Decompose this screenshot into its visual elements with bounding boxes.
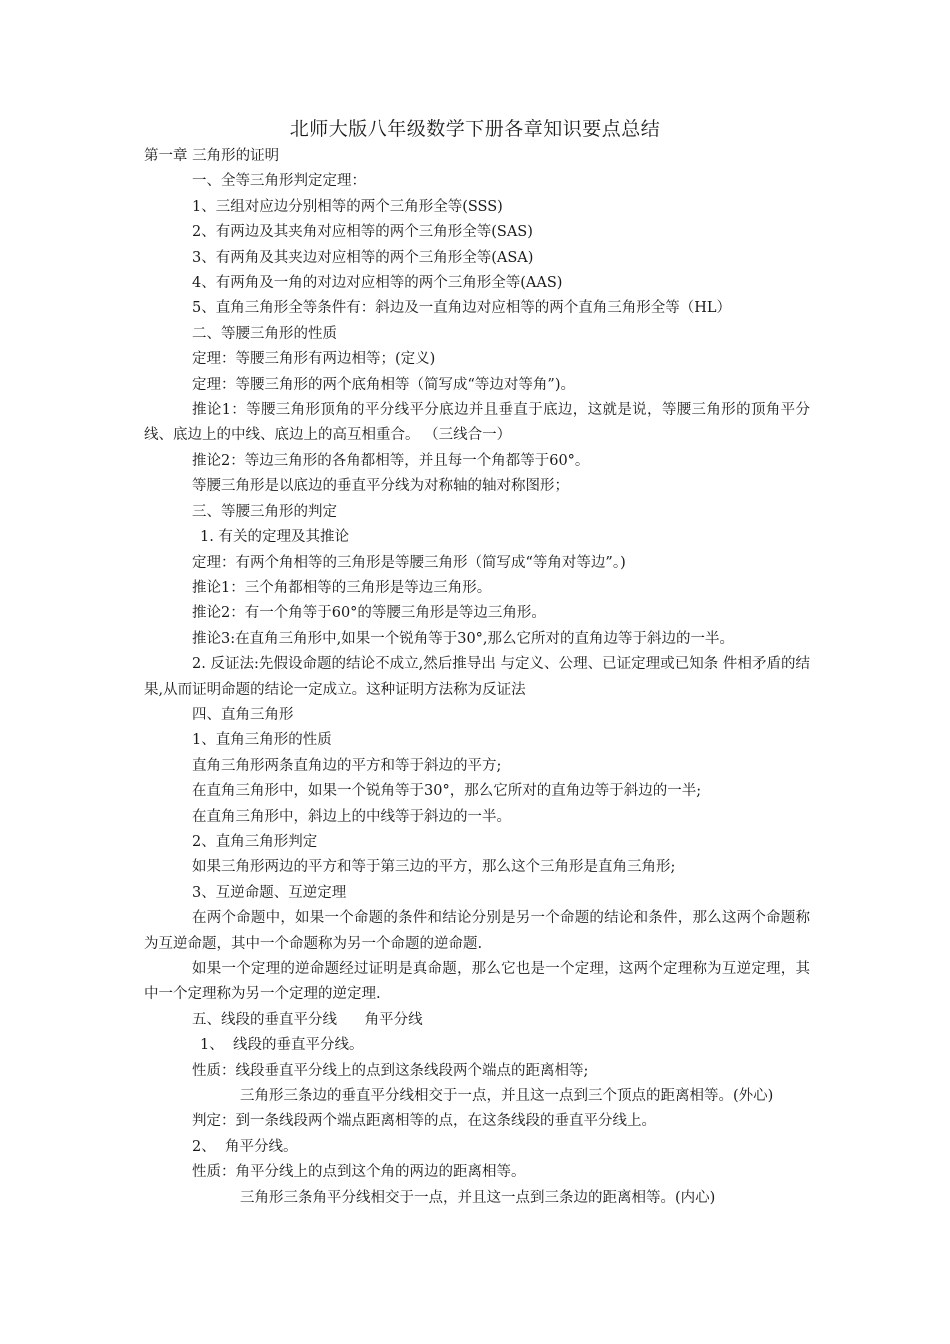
paragraph: 判定：到一条线段两个端点距离相等的点，在这条线段的垂直平分线上。 bbox=[192, 1113, 656, 1130]
paragraph: 3、有两角及其夹边对应相等的两个三角形全等(ASA) bbox=[192, 249, 534, 266]
paragraph: 5、直角三角形全等条件有：斜边及一直角边对应相等的两个直角三角形全等（HL） bbox=[192, 300, 731, 317]
paragraph: 2. 反证法:先假设命题的结论不成立,然后推导出 与定义、公理、已证定理或已知条 件相矛盾的结果,从而证明命题的结论一定成立。这种证明方法称为反证法 bbox=[144, 656, 810, 698]
paragraph: 2、有两边及其夹角对应相等的两个三角形全等(SAS) bbox=[192, 224, 533, 241]
subsection-heading: 2、直角三角形判定 bbox=[192, 833, 318, 850]
paragraph: 如果三角形两边的平方和等于第三边的平方，那么这个三角形是直角三角形; bbox=[192, 859, 676, 876]
document-body bbox=[144, 144, 810, 1211]
paragraph: 三角形三条角平分线相交于一点，并且这一点到三条边的距离相等。(内心) bbox=[240, 1189, 716, 1206]
document-title: 北师大版八年级数学下册各章知识要点总结 bbox=[289, 118, 661, 140]
paragraph: 推论2：等边三角形的各角都相等，并且每一个角都等于60°。 bbox=[192, 452, 590, 469]
paragraph: 推论2：有一个角等于60°的等腰三角形是等边三角形。 bbox=[192, 605, 546, 622]
subsection-heading: 1、 线段的垂直平分线。 bbox=[200, 1037, 364, 1054]
paragraph: 推论1：三个角都相等的三角形是等边三角形。 bbox=[192, 579, 492, 596]
subsection-heading: 3、互逆命题、互逆定理 bbox=[192, 884, 347, 901]
paragraph: 直角三角形两条直角边的平方和等于斜边的平方; bbox=[192, 757, 502, 774]
paragraph: 性质：角平分线上的点到这个角的两边的距离相等。 bbox=[192, 1164, 526, 1181]
paragraph: 推论3:在直角三角形中,如果一个锐角等于30°,那么它所对的直角边等于斜边的一半。 bbox=[192, 630, 735, 647]
subsection-heading: 2、 角平分线。 bbox=[192, 1138, 298, 1155]
paragraph: 等腰三角形是以底边的垂直平分线为对称轴的轴对称图形； bbox=[192, 478, 569, 495]
paragraph: 4、有两角及一角的对边对应相等的两个三角形全等(AAS) bbox=[192, 275, 563, 292]
paragraph: 定理：有两个角相等的三角形是等腰三角形（简写成“等角对等边”。) bbox=[192, 554, 626, 571]
paragraph: 在直角三角形中，斜边上的中线等于斜边的一半。 bbox=[192, 808, 511, 825]
paragraph: 在直角三角形中，如果一个锐角等于30°，那么它所对的直角边等于斜边的一半; bbox=[192, 783, 702, 800]
subsection-heading: 1. 有关的定理及其推论 bbox=[200, 529, 349, 546]
paragraph: 性质：线段垂直平分线上的点到这条线段两个端点的距离相等; bbox=[192, 1062, 589, 1079]
section-heading: 四、直角三角形 bbox=[192, 706, 294, 723]
section-heading: 一、全等三角形判定定理： bbox=[192, 173, 366, 190]
subsection-heading: 1、直角三角形的性质 bbox=[192, 732, 332, 749]
paragraph: 定理：等腰三角形有两边相等；(定义) bbox=[192, 351, 436, 368]
section-heading: 五、线段的垂直平分线 角平分线 bbox=[192, 1011, 423, 1028]
paragraph: 定理：等腰三角形的两个底角相等（简写成“等边对等角”)。 bbox=[192, 376, 575, 393]
paragraph: 三角形三条边的垂直平分线相交于一点，并且这一点到三个顶点的距离相等。(外心) bbox=[240, 1088, 774, 1105]
section-heading: 三、等腰三角形的判定 bbox=[192, 503, 337, 520]
paragraph: 在两个命题中，如果一个命题的条件和结论分别是另一个命题的结论和条件，那么这两个命题称为互逆命题，其中一个命题称为另一个命题的逆命题. bbox=[144, 910, 810, 952]
paragraph: 如果一个定理的逆命题经过证明是真命题，那么它也是一个定理，这两个定理称为互逆定理，其中一个定理称为另一个定理的逆定理. bbox=[144, 961, 810, 1003]
paragraph: 推论1：等腰三角形顶角的平分线平分底边并且垂直于底边，这就是说，等腰三角形的顶角平分线、底边上的中线、底边上的高互相重合。 （三线合一） bbox=[144, 402, 810, 444]
paragraph: 1、三组对应边分别相等的两个三角形全等(SSS) bbox=[192, 198, 503, 215]
section-heading: 二、等腰三角形的性质 bbox=[192, 325, 337, 342]
chapter-heading: 第一章 三角形的证明 bbox=[144, 148, 280, 164]
